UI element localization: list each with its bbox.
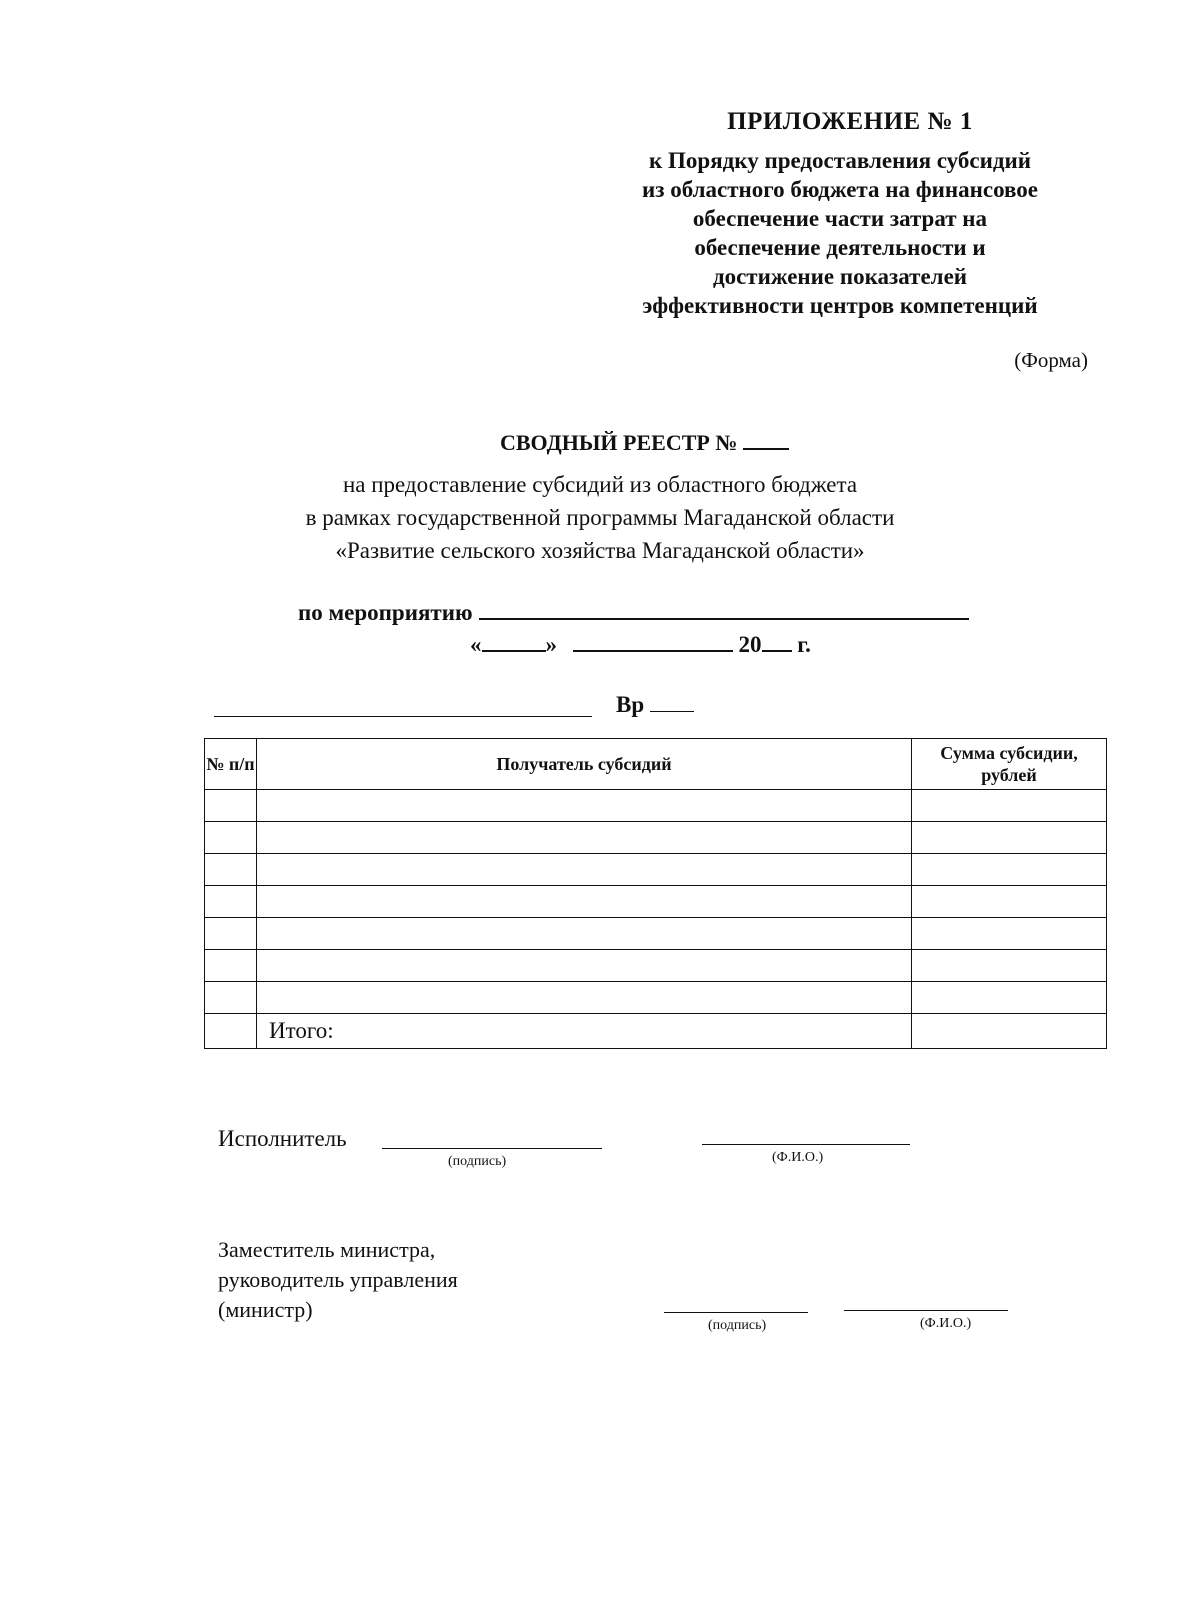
table-row <box>205 790 1107 822</box>
table-row <box>205 918 1107 950</box>
registry-number-blank <box>743 430 789 450</box>
date-line <box>470 632 811 658</box>
amount-cell <box>912 918 1107 950</box>
deputy-label <box>218 1235 458 1325</box>
registry-line: на предоставление субсидий из областного бюджета <box>342 472 858 497</box>
registry-line: «Развитие сельского хозяйства Магаданской области» <box>335 538 865 563</box>
recipient-cell <box>257 982 912 1014</box>
table-row <box>205 822 1107 854</box>
recipient-cell <box>257 854 912 886</box>
table-row <box>205 886 1107 918</box>
recipient-cell <box>257 822 912 854</box>
vr-line <box>616 692 694 718</box>
number-cell <box>205 886 257 918</box>
day-blank <box>482 632 546 652</box>
amount-cell <box>912 790 1107 822</box>
executor-label: Исполнитель <box>218 1126 347 1151</box>
table-row <box>205 982 1107 1014</box>
registry-title <box>500 430 789 456</box>
total-label: Итого: <box>257 1014 912 1049</box>
year-prefix: 20 <box>738 632 762 657</box>
amount-cell <box>912 886 1107 918</box>
registry-line: в рамках государственной программы Магаданской области <box>305 505 895 530</box>
amount-cell <box>912 854 1107 886</box>
number-cell <box>205 790 257 822</box>
appendix-line: эффективности центров компетенций <box>642 293 1038 318</box>
appendix-line: обеспечение деятельности и <box>694 235 986 260</box>
table-row <box>205 854 1107 886</box>
registry-table <box>204 738 1107 1049</box>
registry-title-text: СВОДНЫЙ РЕЕСТР № <box>500 430 738 455</box>
amount-cell <box>912 950 1107 982</box>
number-cell <box>205 982 257 1014</box>
form-label: (Форма) <box>1014 348 1088 372</box>
deputy-signature-line <box>664 1312 808 1313</box>
recipient-cell <box>257 918 912 950</box>
vr-label: Вр <box>616 692 645 717</box>
column-header-recipient: Получатель субсидий <box>257 739 912 790</box>
deputy-line: руководитель управления <box>218 1267 458 1292</box>
appendix-line: из областного бюджета на финансовое <box>641 177 1039 202</box>
vr-blank <box>650 693 694 712</box>
column-header-amount: Сумма субсидии, рублей <box>912 739 1107 790</box>
year-blank <box>762 632 792 652</box>
deputy-signature-caption: (подпись) <box>708 1318 767 1333</box>
date-close-quote: » <box>545 632 557 657</box>
registry-description <box>200 468 1000 567</box>
deputy-fio-caption: (Ф.И.О.) <box>920 1316 972 1331</box>
date-open-quote: « <box>470 632 482 657</box>
amount-cell <box>912 822 1107 854</box>
event-blank <box>479 600 969 620</box>
number-cell <box>205 950 257 982</box>
event-label: по мероприятию <box>298 600 473 625</box>
appendix-subtitle <box>540 146 1140 320</box>
total-row <box>205 1014 1107 1049</box>
appendix-line: к Порядку предоставления субсидий <box>649 148 1031 173</box>
executor-signature-caption: (подпись) <box>448 1154 507 1169</box>
deputy-line: Заместитель министра, <box>218 1237 436 1262</box>
table-row <box>205 950 1107 982</box>
recipient-cell <box>257 886 912 918</box>
executor-fio-caption: (Ф.И.О.) <box>772 1150 824 1165</box>
deputy-fio-line <box>844 1310 1008 1311</box>
executor-fio-line <box>702 1144 910 1145</box>
executor-signature-line <box>382 1148 602 1149</box>
month-blank <box>573 632 733 652</box>
appendix-line: достижение показателей <box>712 264 968 289</box>
recipient-cell <box>257 950 912 982</box>
number-cell <box>205 1014 257 1049</box>
year-suffix: г. <box>797 632 811 657</box>
number-cell <box>205 854 257 886</box>
number-cell <box>205 918 257 950</box>
recipient-cell <box>257 790 912 822</box>
total-amount-cell <box>912 1014 1107 1049</box>
organization-blank <box>214 716 592 717</box>
appendix-line: обеспечение части затрат на <box>692 206 988 231</box>
appendix-title: ПРИЛОЖЕНИЕ № 1 <box>727 108 973 135</box>
deputy-line: (министр) <box>218 1297 313 1322</box>
number-cell <box>205 822 257 854</box>
column-header-number: № п/п <box>205 739 257 790</box>
event-line <box>298 600 969 626</box>
amount-cell <box>912 982 1107 1014</box>
